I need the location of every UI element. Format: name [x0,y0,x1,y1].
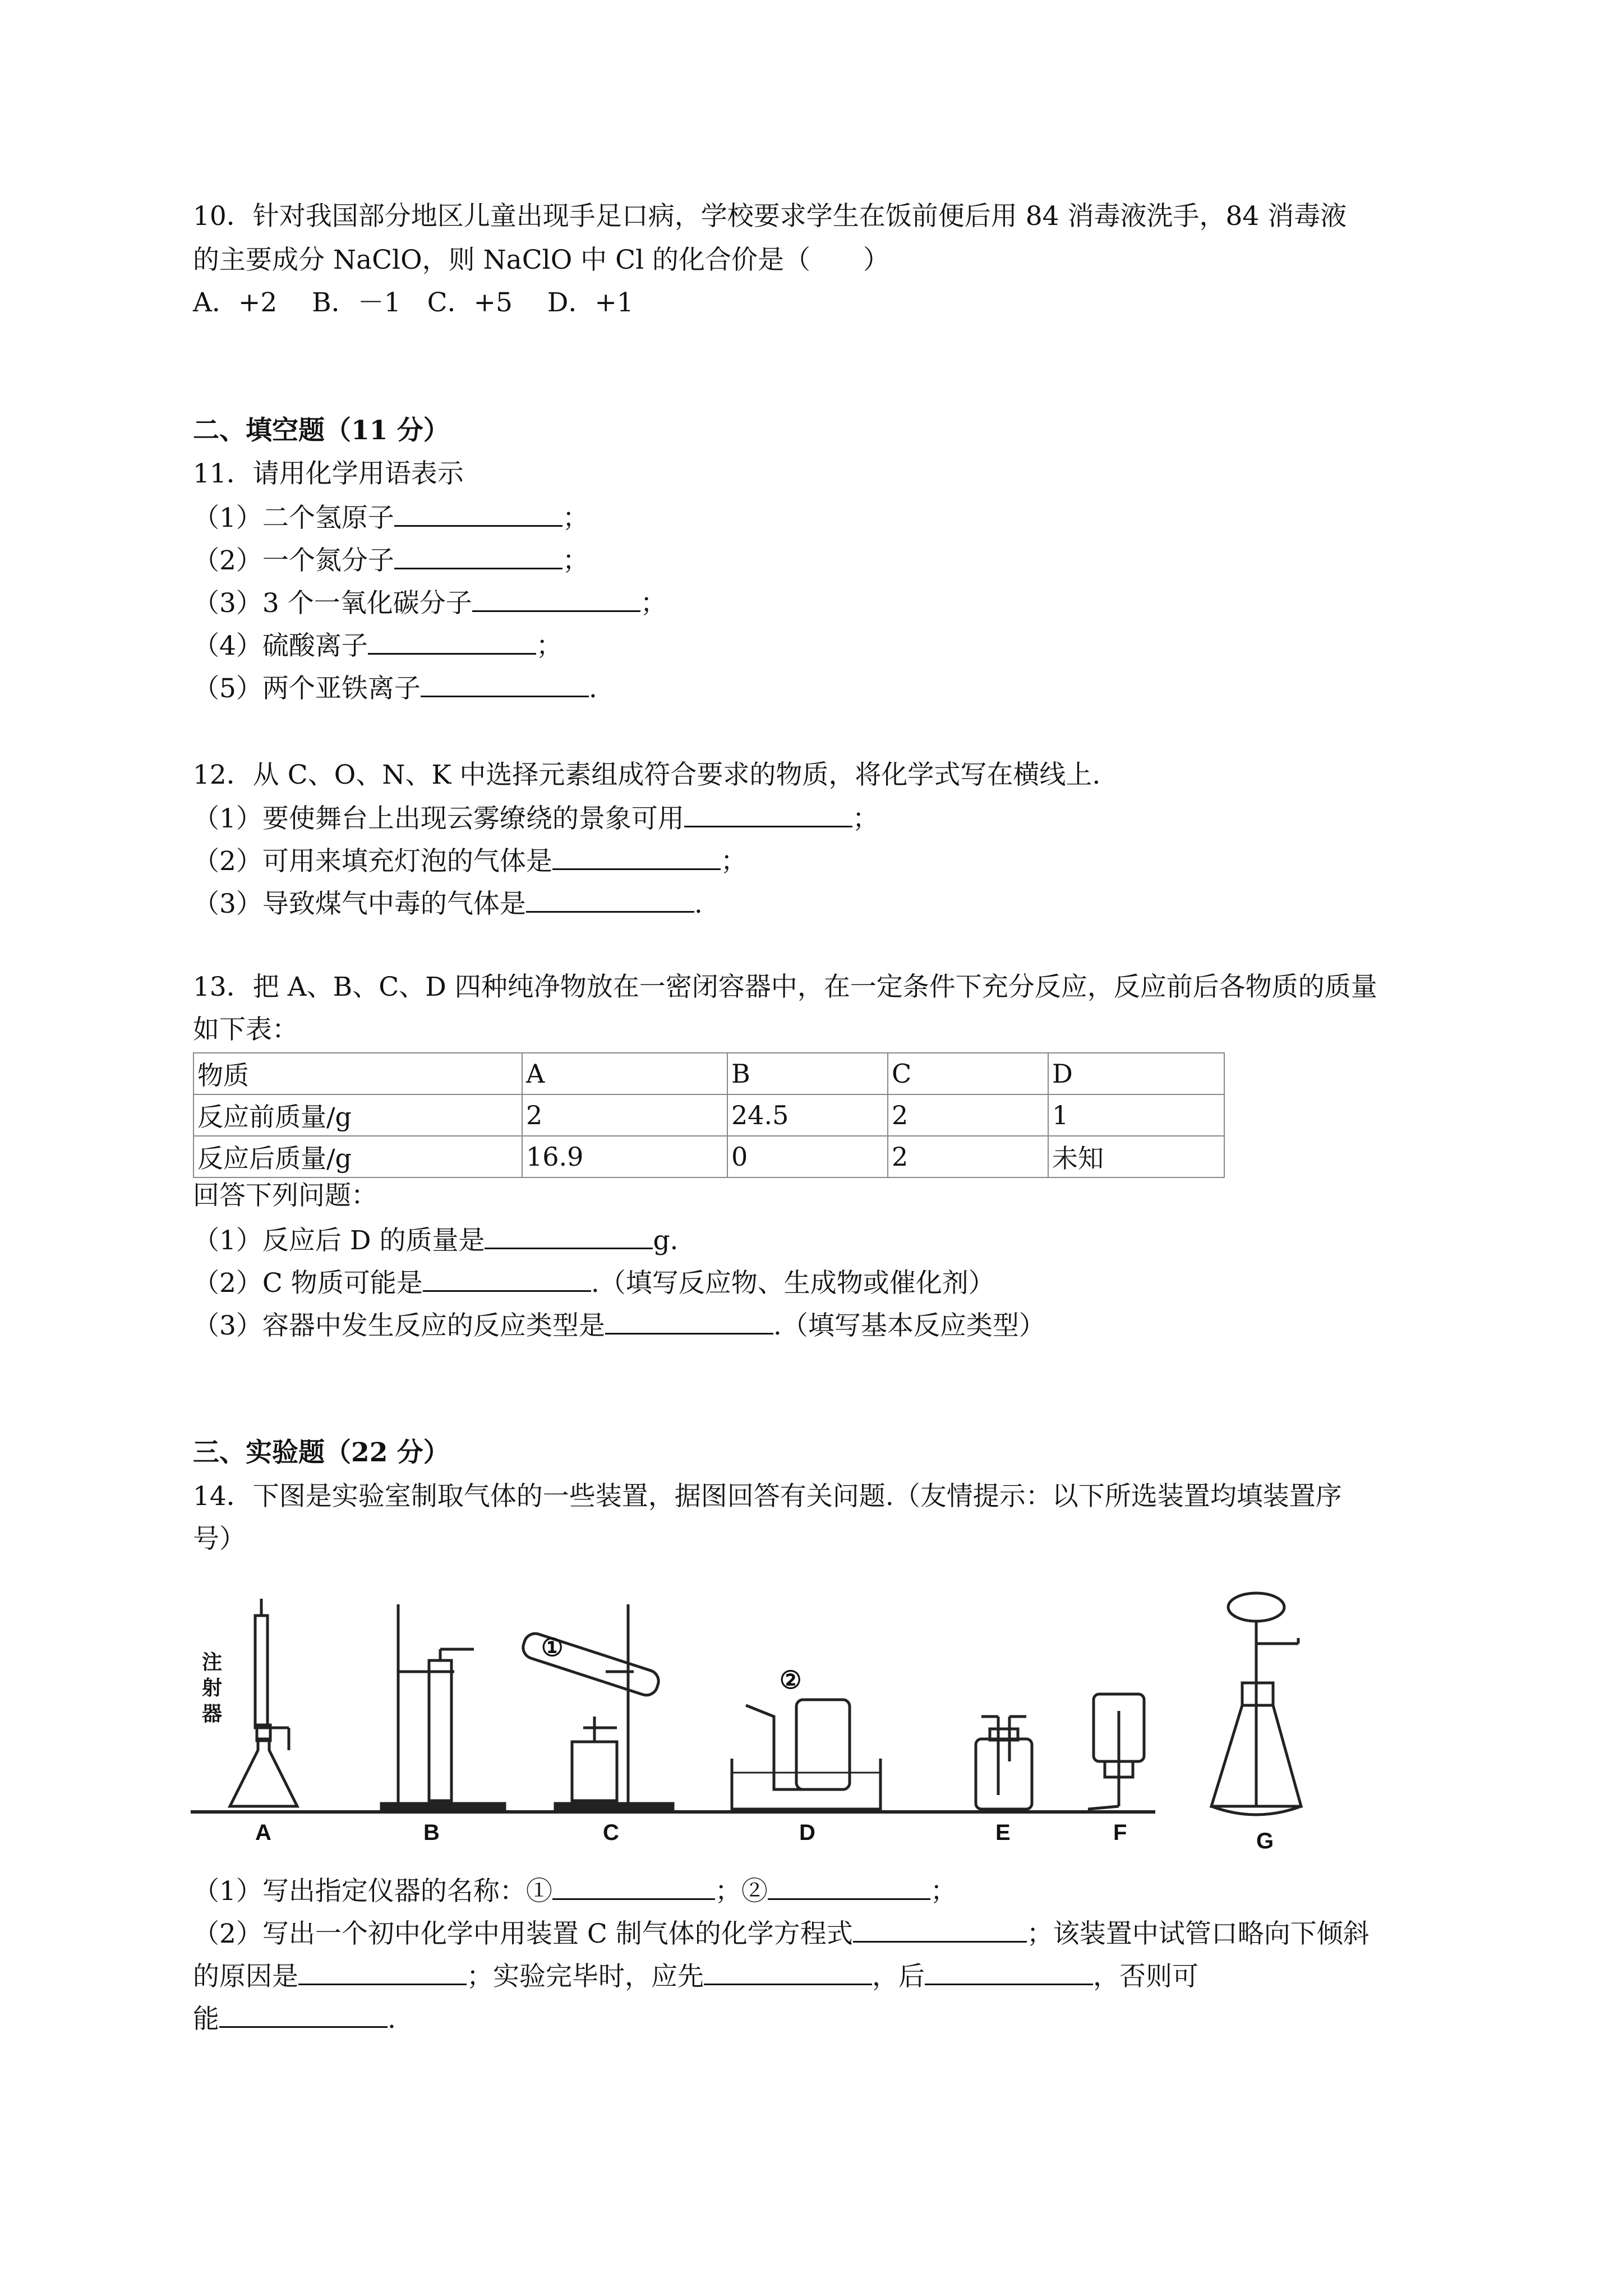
q14-stem2: 号） [193,1524,246,1554]
q13-stem2: 如下表： [193,1014,298,1045]
table-cell: 16.9 [522,1136,727,1177]
answer-blank[interactable] [605,1308,773,1335]
answer-blank[interactable] [925,1959,1093,1985]
q13-item-1: （1）反应后 D 的质量是 g. [193,1223,679,1258]
section3-title: 三、实验题（22 分） [193,1437,450,1468]
q13-item-3: （3）容器中发生反应的反应类型是 .（填写基本反应类型） [193,1308,1045,1343]
mass-table [193,1052,1225,1178]
q11-stem: 11．请用化学用语表示 [193,458,464,489]
q11-item-3: （3）3 个一氧化碳分子 ； [193,586,667,620]
apparatus-drawing [191,1582,1458,1862]
table-cell: 2 [888,1094,1048,1136]
q14-item-2-line3: 能 . [193,2001,396,2036]
table-cell: 24.5 [727,1094,888,1136]
apparatus-g [1211,1593,1301,1815]
table-cell: 2 [888,1136,1048,1177]
table-cell: 1 [1048,1094,1224,1136]
table-row [193,1136,1224,1177]
label-d: D [799,1820,815,1845]
table-cell: 未知 [1048,1136,1224,1177]
q10-line1: 10．针对我国部分地区儿童出现手足口病，学校要求学生在饭前便后用 84 消毒液洗手，84 消毒液 [193,201,1347,232]
table-cell: 反应后质量/g [193,1136,522,1177]
label-f: F [1113,1820,1127,1845]
syringe-label: 注射器 [202,1650,223,1725]
q10-options: A．+2 B．－1 C．+5 D．+1 [193,287,634,318]
table-cell: B [727,1053,888,1094]
q14-item-2-line1: （2）写出一个初中化学中用装置 C 制气体的化学方程式 ；该装置中试管口略向下倾斜 [193,1916,1370,1951]
table-header-row [193,1053,1224,1094]
label-c: C [603,1820,619,1845]
q11-item-2: （2）一个氮分子 ； [193,543,589,578]
table-cell: C [888,1053,1048,1094]
q12-item-1: （1）要使舞台上出现云雾缭绕的景象可用 ； [193,801,879,836]
label-e: E [995,1820,1011,1845]
answer-blank[interactable] [219,2001,388,2028]
q11-item-1: （1）二个氢原子 ； [193,500,589,535]
answer-blank[interactable] [368,628,536,655]
q10-line2: 的主要成分 NaClO，则 NaClO 中 Cl 的化合价是（ ） [193,245,890,275]
apparatus-d [732,1700,880,1809]
label-g: G [1256,1829,1274,1853]
answer-blank[interactable] [394,543,562,569]
q14-item-2-line2: 的原因是 ；实验完毕时，应先 ，后 ，否则可 [193,1959,1198,1994]
q14-item-1: （1）写出指定仪器的名称：① ；② ； [193,1874,957,1908]
answer-blank[interactable] [485,1223,653,1249]
q12-item-3: （3）导致煤气中毒的气体是 . [193,886,703,921]
answer-blank[interactable] [298,1959,467,1985]
answer-blank[interactable] [552,844,721,870]
table-cell: 2 [522,1094,727,1136]
label-a: A [255,1820,271,1845]
q13-answer-lead: 回答下列问题： [193,1180,377,1211]
label-b: B [423,1820,440,1845]
answer-blank[interactable] [704,1959,872,1985]
table-cell: 反应前质量/g [193,1094,522,1136]
table-cell: 物质 [193,1053,522,1094]
answer-blank[interactable] [472,586,640,612]
table-cell: 0 [727,1136,888,1177]
answer-blank[interactable] [853,1916,1027,1943]
q11-item-4: （4）硫酸离子 ； [193,628,562,663]
q13-item-2: （2）C 物质可能是 .（填写反应物、生成物或催化剂） [193,1266,995,1300]
answer-blank[interactable] [684,801,852,827]
table-cell: D [1048,1053,1224,1094]
q12-stem: 12．从 C、O、N、K 中选择元素组成符合要求的物质，将化学式写在横线上. [193,760,1101,790]
apparatus-b [381,1604,505,1811]
apparatus-e [976,1717,1032,1809]
answer-blank[interactable] [768,1874,930,1900]
answer-blank[interactable] [394,500,562,527]
section2-title: 二、填空题（11 分） [193,415,450,446]
q12-item-2: （2）可用来填充灯泡的气体是 ； [193,844,747,878]
answer-blank[interactable] [526,886,694,913]
apparatus-figure [191,1582,1458,1862]
table-row [193,1094,1224,1136]
marker-2: ② [780,1667,802,1694]
answer-blank[interactable] [423,1266,591,1292]
q14-stem1: 14．下图是实验室制取气体的一些装置，据图回答有关问题.（友情提示：以下所选装置均填装置序 [193,1481,1342,1512]
q11-item-5: （5）两个亚铁离子 . [193,671,597,706]
table-cell: A [522,1053,727,1094]
marker-1: ① [541,1634,564,1662]
answer-blank[interactable] [421,671,589,697]
answer-blank[interactable] [552,1874,715,1900]
apparatus-f [1088,1694,1144,1809]
q13-stem1: 13．把 A、B、C、D 四种纯净物放在一密闭容器中，在一定条件下充分反应，反应前后各物质的质量 [193,972,1377,1002]
apparatus-a [230,1599,297,1806]
